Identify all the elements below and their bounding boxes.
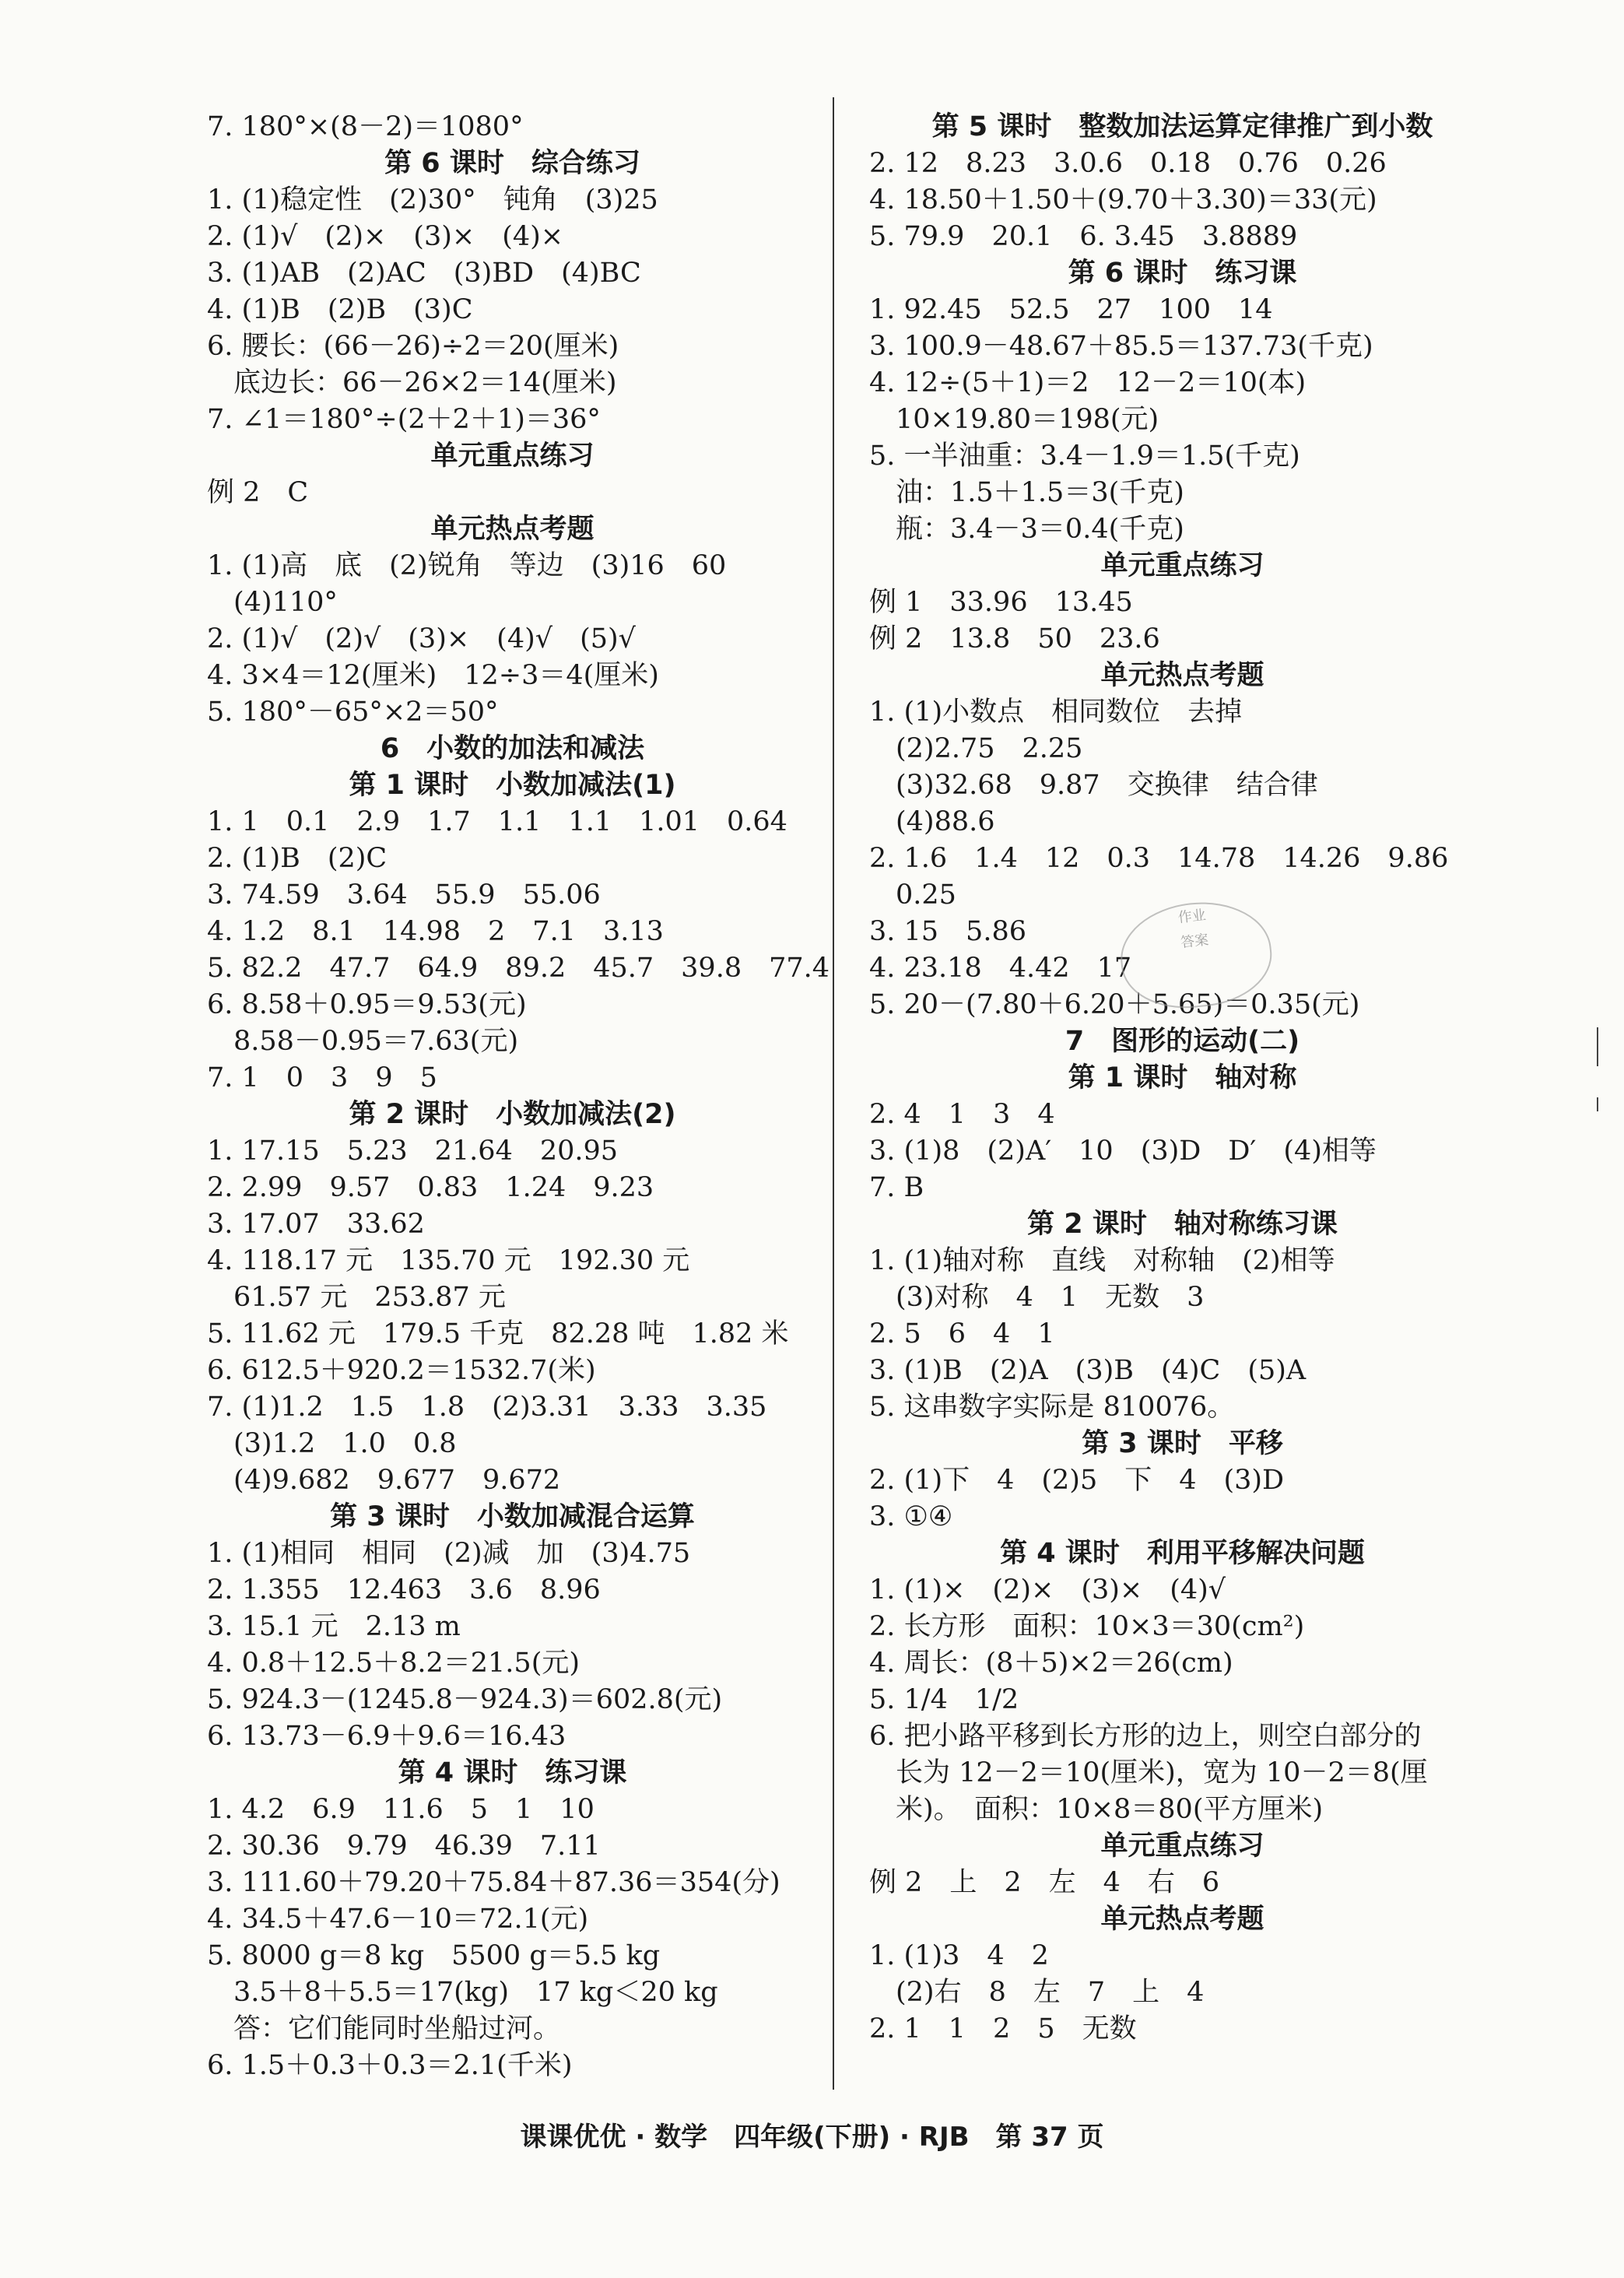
answer-line: (3)32.68 9.87 交换律 结合律 (896, 770, 1318, 801)
answer-line: 4. 23.18 4.42 17 (869, 953, 1132, 984)
section-heading: 单元热点考题 (430, 514, 595, 545)
answer-line: 5. 8000 g＝8 kg 5500 g＝5.5 kg (207, 1940, 661, 1971)
answer-line: 1. 1 0.1 2.9 1.7 1.1 1.1 1.01 0.64 (207, 806, 787, 837)
answer-line: 2. 2.99 9.57 0.83 1.24 9.23 (207, 1172, 654, 1203)
answer-line: 3.5＋8＋5.5＝17(kg) 17 kg＜20 kg (233, 1977, 718, 2008)
stamp-line-1: 作业 (1177, 907, 1207, 927)
right-column (869, 109, 1496, 2048)
answer-line: 3. (1)8 (2)A′ 10 (3)D D′ (4)相等 (869, 1135, 1377, 1167)
answer-line: 1. (1)3 4 2 (869, 1940, 1049, 1971)
section-heading: 第 1 课时 小数加减法(1) (349, 770, 676, 801)
answer-line: 5. 924.3－(1245.8－924.3)＝602.8(元) (207, 1684, 723, 1715)
section-heading: 单元重点练习 (1100, 550, 1264, 581)
answer-line: 4. 18.50＋1.50＋(9.70＋3.30)＝33(元) (869, 184, 1377, 216)
answer-line: 2. 30.36 9.79 46.39 7.11 (207, 1830, 601, 1862)
answer-line: 4. 118.17 元 135.70 元 192.30 元 (207, 1245, 690, 1276)
section-heading: 第 3 课时 平移 (1082, 1428, 1283, 1459)
answer-line: 4. 3×4＝12(厘米) 12÷3＝4(厘米) (207, 660, 659, 691)
answer-line: (2)2.75 2.25 (896, 733, 1083, 764)
answer-line: 1. (1)相同 相同 (2)减 加 (3)4.75 (207, 1538, 691, 1569)
section-heading: 单元热点考题 (1100, 1904, 1264, 1935)
answer-line: 例 2 上 2 左 4 右 6 (869, 1867, 1220, 1898)
answer-line: 2. 12 8.23 3.0.6 0.18 0.76 0.26 (869, 148, 1387, 179)
answer-line: 2. 4 1 3 4 (869, 1099, 1055, 1130)
answer-line: (4)9.682 9.677 9.672 (233, 1465, 561, 1496)
answer-line: 1. 92.45 52.5 27 100 14 (869, 294, 1273, 325)
answer-line: 2. 长方形 面积：10×3＝30(cm²) (869, 1611, 1305, 1642)
stamp-line-2: 答案 (1180, 932, 1210, 951)
answer-line: 5. 1/4 1/2 (869, 1684, 1019, 1715)
answer-line: 底边长：66－26×2＝14(厘米) (233, 367, 617, 398)
section-heading: 6 小数的加法和减法 (380, 733, 645, 764)
answer-line: (2)右 8 左 7 上 4 (896, 1977, 1205, 2008)
answer-line: 2. 5 6 4 1 (869, 1318, 1055, 1350)
answer-line: 1. 17.15 5.23 21.64 20.95 (207, 1135, 619, 1167)
answer-line: 3. (1)B (2)A (3)B (4)C (5)A (869, 1355, 1307, 1386)
column-divider (833, 97, 834, 2090)
answer-line: 1. (1)× (2)× (3)× (4)√ (869, 1574, 1226, 1606)
answer-line: (3)对称 4 1 无数 3 (896, 1282, 1205, 1313)
answer-line: 1. (1)轴对称 直线 对称轴 (2)相等 (869, 1245, 1335, 1276)
answer-line: 7. 180°×(8－2)＝1080° (207, 111, 524, 142)
section-heading: 第 5 课时 整数加法运算定律推广到小数 (931, 111, 1433, 142)
answer-line: 4. 周长：(8＋5)×2＝26(cm) (869, 1648, 1233, 1679)
answer-line: 1. 4.2 6.9 11.6 5 1 10 (207, 1794, 595, 1825)
answer-line: 3. 15.1 元 2.13 m (207, 1611, 461, 1642)
answer-line: 3. 111.60＋79.20＋75.84＋87.36＝354(分) (207, 1867, 780, 1898)
section-heading: 第 4 课时 利用平移解决问题 (1000, 1538, 1365, 1569)
answer-line: 4. 1.2 8.1 14.98 2 7.1 3.13 (207, 916, 664, 947)
answer-line: (4)110° (233, 587, 338, 618)
answer-line: 2. (1)B (2)C (207, 843, 388, 874)
section-heading: 单元热点考题 (1100, 660, 1264, 691)
answer-line: 2. 1 1 2 5 无数 (869, 2013, 1137, 2045)
answer-line: 61.57 元 253.87 元 (233, 1282, 506, 1313)
answer-line: 3. 17.07 33.62 (207, 1209, 425, 1240)
answer-line: 2. (1)√ (2)× (3)× (4)× (207, 221, 564, 252)
answer-line: 4. 12÷(5＋1)＝2 12－2＝10(本) (869, 367, 1307, 398)
answer-line: 0.25 (896, 879, 956, 911)
section-heading: 单元重点练习 (430, 441, 595, 472)
answer-line: 米)。 面积：10×8＝80(平方厘米) (896, 1794, 1324, 1825)
section-heading: 第 6 课时 综合练习 (384, 148, 640, 179)
answer-line: 1. (1)小数点 相同数位 去掉 (869, 697, 1243, 728)
section-heading: 第 6 课时 练习课 (1068, 258, 1297, 289)
answer-line: 2. 1.355 12.463 3.6 8.96 (207, 1574, 601, 1606)
section-heading: 第 1 课时 轴对称 (1068, 1062, 1297, 1093)
page-footer: 课课优优 · 数学 四年级(下册) · RJB 第 37 页 (520, 2122, 1104, 2153)
answer-line: (4)88.6 (896, 806, 995, 837)
section-heading: 第 4 课时 练习课 (398, 1757, 627, 1788)
answer-line: 6. 13.73－6.9＋9.6＝16.43 (207, 1721, 566, 1752)
answer-line: 6. 1.5＋0.3＋0.3＝2.1(千米) (207, 2050, 573, 2081)
answer-line: 例 2 C (207, 477, 309, 508)
answer-line: 1. (1)稳定性 (2)30° 钝角 (3)25 (207, 184, 658, 216)
answer-line: 7. (1)1.2 1.5 1.8 (2)3.31 3.33 3.35 (207, 1392, 767, 1423)
answer-line: 4. 34.5＋47.6－10＝72.1(元) (207, 1904, 589, 1935)
answer-line: 3. 100.9－48.67＋85.5＝137.73(千克) (869, 331, 1373, 362)
answer-line: 10×19.80＝198(元) (896, 404, 1159, 435)
answer-line: 长为 12－2＝10(厘米)，宽为 10－2＝8(厘 (896, 1757, 1428, 1788)
answer-line: 4. 0.8＋12.5＋8.2＝21.5(元) (207, 1648, 581, 1679)
answer-line: 6. 8.58＋0.95＝9.53(元) (207, 989, 527, 1020)
answer-line: 5. 180°－65°×2＝50° (207, 697, 499, 728)
answer-line: 5. 79.9 20.1 6. 3.45 3.8889 (869, 221, 1298, 252)
answer-line: 2. (1)下 4 (2)5 下 4 (3)D (869, 1465, 1285, 1496)
answer-line: 2. (1)√ (2)√ (3)× (4)√ (5)√ (207, 623, 636, 655)
answer-line: 3. 15 5.86 (869, 916, 1026, 947)
answer-line: 3. (1)AB (2)AC (3)BD (4)BC (207, 258, 641, 289)
answer-line: 2. 1.6 1.4 12 0.3 14.78 14.26 9.86 (869, 843, 1449, 874)
left-column (207, 109, 830, 2084)
answer-line: 5. 一半油重：3.4－1.9＝1.5(千克) (869, 441, 1300, 472)
answer-line: 8.58－0.95＝7.63(元) (233, 1026, 519, 1057)
answer-line: 答：它们能同时坐船过河。 (233, 2013, 561, 2045)
section-heading: 第 2 课时 轴对称练习课 (1027, 1209, 1338, 1240)
answer-line: 例 2 13.8 50 23.6 (869, 623, 1160, 655)
answer-line: 3. 74.59 3.64 55.9 55.06 (207, 879, 601, 911)
answer-line: 瓶：3.4－3＝0.4(千克) (896, 514, 1184, 545)
section-heading: 单元重点练习 (1100, 1830, 1264, 1862)
answer-line: 5. 20－(7.80＋6.20＋5.65)＝0.35(元) (869, 989, 1360, 1020)
answer-line: 3. ①④ (869, 1501, 953, 1532)
section-heading: 7 图形的运动(二) (1065, 1026, 1300, 1057)
answer-line: 6. 把小路平移到长方形的边上，则空白部分的 (869, 1721, 1422, 1752)
section-heading: 第 2 课时 小数加减法(2) (349, 1099, 676, 1130)
answer-line: 7. B (869, 1172, 924, 1203)
answer-line: 6. 612.5＋920.2＝1532.7(米) (207, 1355, 596, 1386)
answer-line: (3)1.2 1.0 0.8 (233, 1428, 457, 1459)
answer-line: 7. 1 0 3 9 5 (207, 1062, 437, 1093)
answer-line: 5. 82.2 47.7 64.9 89.2 45.7 39.8 77.4 (207, 953, 830, 984)
answer-line: 6. 腰长：(66－26)÷2＝20(厘米) (207, 331, 619, 362)
answer-line: 4. (1)B (2)B (3)C (207, 294, 473, 325)
answer-line: 5. 这串数字实际是 810076。 (869, 1392, 1235, 1423)
margin-mark (1595, 1027, 1600, 1121)
answer-line: 例 1 33.96 13.45 (869, 587, 1133, 618)
answer-line: 油：1.5＋1.5＝3(千克) (896, 477, 1184, 508)
answer-line: 1. (1)高 底 (2)锐角 等边 (3)16 60 (207, 550, 727, 581)
section-heading: 第 3 课时 小数加减混合运算 (330, 1501, 695, 1532)
answer-line: 5. 11.62 元 179.5 千克 82.28 吨 1.82 米 (207, 1318, 789, 1350)
answer-line: 7. ∠1＝180°÷(2＋2＋1)＝36° (207, 404, 601, 435)
